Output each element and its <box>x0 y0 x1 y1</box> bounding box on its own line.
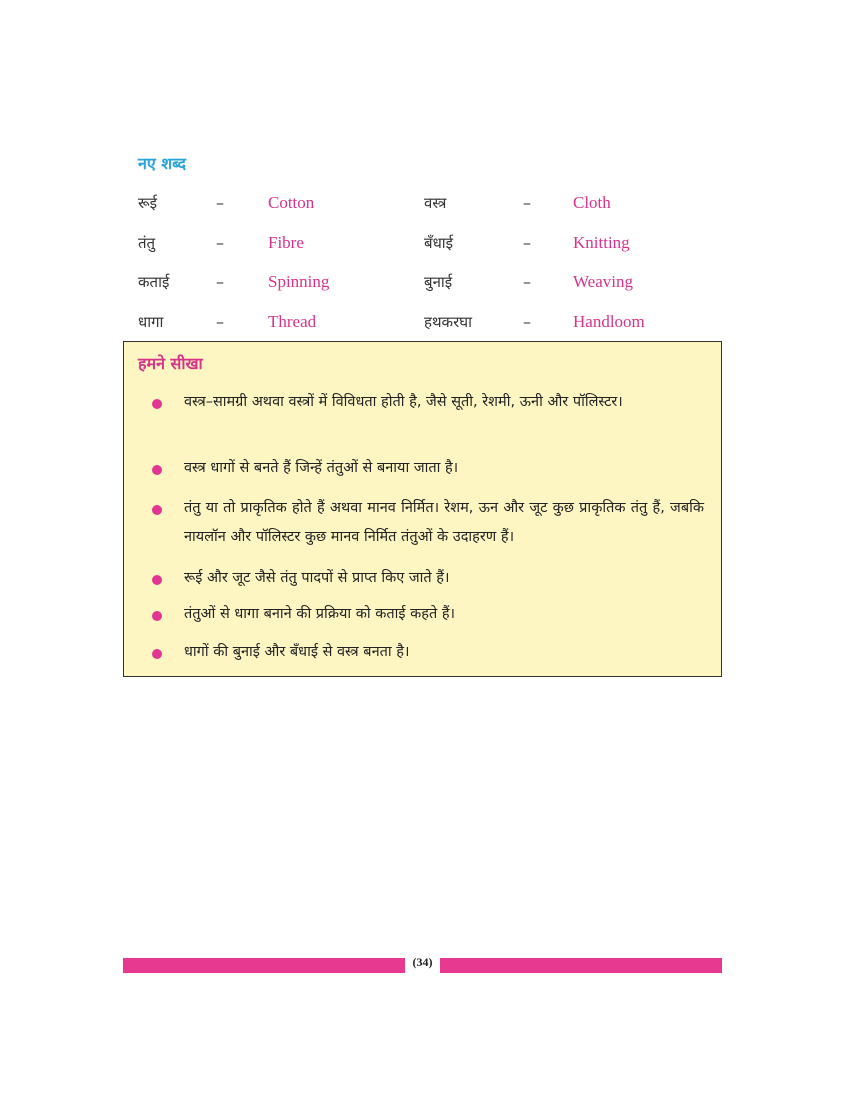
bullet-dot <box>152 505 162 515</box>
what-we-learned-title: हमने सीखा <box>138 354 203 373</box>
summary-point-text: तंतुओं से धागा बनाने की प्रक्रिया को कताई कहते हैं। <box>184 606 456 622</box>
dash: – <box>216 311 224 331</box>
english-term: Spinning <box>268 272 330 291</box>
bullet-dot <box>152 611 162 621</box>
vocabulary-table <box>138 190 658 348</box>
bullet-dot <box>152 575 162 585</box>
page-number: (34) <box>412 955 433 969</box>
english-term: Cloth <box>573 193 611 212</box>
summary-point-text: तंतु या तो प्राकृतिक होते हैं अथवा मानव निर्मित। रेशम, ऊन और जूट कुछ प्राकृतिक तंतु हैं, जबकि नायलॉन और पॉलिस्टर कुछ मानव निर्मित तंतुओं के उदाहरण हैं। <box>184 500 704 545</box>
english-term: Knitting <box>573 232 630 252</box>
english-term: Handloom <box>573 311 645 331</box>
summary-point-text: वस्त्र–सामग्री अथवा वस्त्रों में विविधता होती है, जैसे सूती, रेशमी, ऊनी और पॉलिस्टर। <box>184 394 623 410</box>
dash: – <box>523 272 531 291</box>
hindi-term: बुनाई <box>424 273 453 291</box>
what-we-learned-box <box>123 341 722 677</box>
english-term: Weaving <box>573 272 633 291</box>
summary-point-text: रूई और जूट जैसे तंतु पादपों से प्राप्त किए जाते हैं। <box>184 570 450 586</box>
hindi-term: रूई <box>138 194 158 212</box>
dash: – <box>216 232 224 252</box>
hindi-term: धागा <box>138 312 164 331</box>
dash: – <box>216 193 224 212</box>
vocab-row <box>138 190 658 230</box>
footer-bar-right <box>440 958 722 973</box>
new-words-heading: नए शब्द <box>138 154 187 173</box>
english-term: Thread <box>268 311 317 331</box>
dash: – <box>523 193 531 212</box>
dash: – <box>523 311 531 331</box>
footer-bar-left <box>123 958 405 973</box>
vocab-row <box>138 269 658 309</box>
hindi-term: वस्त्र <box>424 194 447 212</box>
hindi-term: बँधाई <box>424 233 454 252</box>
hindi-term: कताई <box>138 273 170 291</box>
english-term: Fibre <box>268 232 304 252</box>
dash: – <box>216 272 224 291</box>
hindi-term: हथकरघा <box>424 312 472 331</box>
bullet-dot <box>152 399 162 409</box>
bullet-dot <box>152 649 162 659</box>
vocab-row <box>138 230 658 270</box>
dash: – <box>523 232 531 252</box>
english-term: Cotton <box>268 193 315 212</box>
summary-point-text: वस्त्र धागों से बनते हैं जिन्हें तंतुओं से बनाया जाता है। <box>184 460 459 476</box>
bullet-dot <box>152 465 162 475</box>
summary-point-text: धागों की बुनाई और बँधाई से वस्त्र बनता है। <box>184 644 410 660</box>
hindi-term: तंतु <box>138 233 156 252</box>
